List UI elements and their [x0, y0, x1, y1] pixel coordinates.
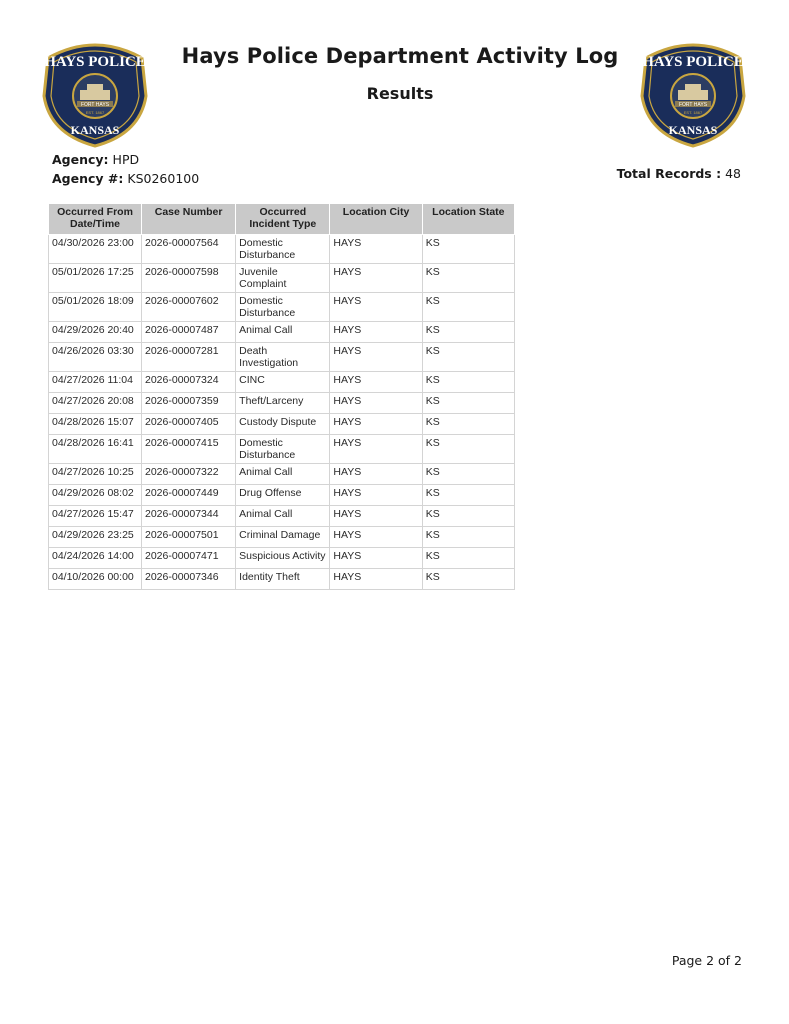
cell-occurred-date: 04/28/2026 15:07	[49, 414, 142, 435]
cell-occurred-date: 04/29/2026 20:40	[49, 322, 142, 343]
cell-case-number: 2026-00007346	[142, 569, 236, 590]
cell-incident-type: Animal Call	[236, 464, 330, 485]
table-row	[49, 343, 515, 372]
cell-case-number: 2026-00007501	[142, 527, 236, 548]
cell-case-number: 2026-00007322	[142, 464, 236, 485]
cell-incident-type: Theft/Larceny	[236, 393, 330, 414]
table-row	[49, 569, 515, 590]
agency-number-line	[52, 169, 199, 188]
cell-location-state: KS	[422, 393, 514, 414]
header-incident-type: Occurred Incident Type	[236, 204, 330, 235]
badge-est-text: EST. 1867	[85, 110, 105, 115]
cell-case-number: 2026-00007487	[142, 322, 236, 343]
cell-location-city: HAYS	[330, 293, 422, 322]
cell-location-city: HAYS	[330, 343, 422, 372]
cell-location-state: KS	[422, 569, 514, 590]
cell-occurred-date: 04/27/2026 11:04	[49, 372, 142, 393]
agency-line	[52, 150, 199, 169]
cell-case-number: 2026-00007359	[142, 393, 236, 414]
table-row	[49, 235, 515, 264]
cell-location-city: HAYS	[330, 569, 422, 590]
cell-case-number: 2026-00007449	[142, 485, 236, 506]
cell-occurred-date: 04/24/2026 14:00	[49, 548, 142, 569]
police-badge-icon	[40, 38, 150, 148]
agency-number-label: Agency #:	[52, 171, 124, 186]
cell-incident-type: Suspicious Activity	[236, 548, 330, 569]
cell-location-city: HAYS	[330, 464, 422, 485]
badge-bottom-text: KANSAS	[668, 123, 718, 137]
cell-location-city: HAYS	[330, 322, 422, 343]
badge-top-text: HAYS POLICE	[642, 54, 744, 70]
cell-case-number: 2026-00007281	[142, 343, 236, 372]
police-badge-logo-right	[638, 38, 748, 148]
cell-location-city: HAYS	[330, 393, 422, 414]
cell-case-number: 2026-00007344	[142, 506, 236, 527]
cell-incident-type: Animal Call	[236, 322, 330, 343]
badge-middle-text: FORT HAYS	[80, 102, 110, 108]
header-location-city: Location City	[330, 204, 422, 235]
cell-occurred-date: 04/30/2026 23:00	[49, 235, 142, 264]
results-table	[48, 203, 515, 590]
cell-occurred-date: 04/29/2026 23:25	[49, 527, 142, 548]
cell-location-state: KS	[422, 464, 514, 485]
cell-case-number: 2026-00007564	[142, 235, 236, 264]
police-badge-logo	[40, 38, 150, 148]
header-location-state: Location State	[422, 204, 514, 235]
agency-info	[52, 150, 199, 188]
cell-case-number: 2026-00007598	[142, 264, 236, 293]
table-row	[49, 293, 515, 322]
cell-occurred-date: 04/27/2026 10:25	[49, 464, 142, 485]
cell-occurred-date: 05/01/2026 17:25	[49, 264, 142, 293]
agency-value: HPD	[112, 152, 140, 167]
badge-top-text: HAYS POLICE	[44, 54, 146, 70]
cell-location-city: HAYS	[330, 264, 422, 293]
cell-incident-type: Identity Theft	[236, 569, 330, 590]
table-row	[49, 372, 515, 393]
cell-incident-type: CINC	[236, 372, 330, 393]
cell-location-city: HAYS	[330, 485, 422, 506]
cell-location-state: KS	[422, 506, 514, 527]
cell-location-state: KS	[422, 435, 514, 464]
cell-case-number: 2026-00007324	[142, 372, 236, 393]
cell-location-state: KS	[422, 372, 514, 393]
cell-incident-type: Juvenile Complaint	[236, 264, 330, 293]
cell-occurred-date: 04/27/2026 15:47	[49, 506, 142, 527]
cell-location-state: KS	[422, 264, 514, 293]
cell-location-state: KS	[422, 322, 514, 343]
cell-occurred-date: 04/29/2026 08:02	[49, 485, 142, 506]
agency-label: Agency:	[52, 152, 109, 167]
table-row	[49, 393, 515, 414]
cell-location-city: HAYS	[330, 414, 422, 435]
table-row	[49, 506, 515, 527]
cell-location-state: KS	[422, 527, 514, 548]
cell-location-state: KS	[422, 293, 514, 322]
total-records-label: Total Records :	[616, 166, 722, 181]
police-badge-icon	[638, 38, 748, 148]
cell-location-state: KS	[422, 414, 514, 435]
cell-incident-type: Domestic Disturbance	[236, 435, 330, 464]
page-title: Hays Police Department Activity Log	[181, 44, 619, 68]
agency-number-value: KS0260100	[127, 171, 200, 186]
cell-incident-type: Criminal Damage	[236, 527, 330, 548]
cell-location-state: KS	[422, 343, 514, 372]
page-subtitle: Results	[366, 84, 434, 103]
badge-middle-text: FORT HAYS	[678, 102, 708, 108]
table-header-row	[49, 204, 515, 235]
table-row	[49, 485, 515, 506]
cell-location-state: KS	[422, 485, 514, 506]
cell-location-city: HAYS	[330, 548, 422, 569]
cell-location-state: KS	[422, 235, 514, 264]
cell-occurred-date: 04/27/2026 20:08	[49, 393, 142, 414]
cell-occurred-date: 05/01/2026 18:09	[49, 293, 142, 322]
cell-incident-type: Custody Dispute	[236, 414, 330, 435]
header-case-number: Case Number	[142, 204, 236, 235]
badge-bottom-text: KANSAS	[70, 123, 120, 137]
cell-location-city: HAYS	[330, 372, 422, 393]
cell-incident-type: Drug Offense	[236, 485, 330, 506]
cell-case-number: 2026-00007602	[142, 293, 236, 322]
badge-est-text: EST. 1867	[683, 110, 703, 115]
cell-location-city: HAYS	[330, 506, 422, 527]
cell-incident-type: Animal Call	[236, 506, 330, 527]
cell-location-city: HAYS	[330, 435, 422, 464]
total-records-value: 48	[725, 166, 741, 181]
table-body	[49, 235, 515, 590]
cell-occurred-date: 04/26/2026 03:30	[49, 343, 142, 372]
table-row	[49, 464, 515, 485]
table-row	[49, 264, 515, 293]
table-row	[49, 435, 515, 464]
page-number: Page 2 of 2	[671, 953, 742, 968]
total-records	[617, 166, 741, 181]
cell-incident-type: Domestic Disturbance	[236, 293, 330, 322]
cell-case-number: 2026-00007405	[142, 414, 236, 435]
cell-case-number: 2026-00007471	[142, 548, 236, 569]
cell-location-city: HAYS	[330, 527, 422, 548]
cell-incident-type: Domestic Disturbance	[236, 235, 330, 264]
cell-location-state: KS	[422, 548, 514, 569]
table-row	[49, 548, 515, 569]
cell-case-number: 2026-00007415	[142, 435, 236, 464]
table-row	[49, 414, 515, 435]
cell-location-city: HAYS	[330, 235, 422, 264]
cell-occurred-date: 04/10/2026 00:00	[49, 569, 142, 590]
cell-incident-type: Death Investigation	[236, 343, 330, 372]
table-row	[49, 527, 515, 548]
header-occurred-date: Occurred From Date/Time	[49, 204, 142, 235]
table-row	[49, 322, 515, 343]
cell-occurred-date: 04/28/2026 16:41	[49, 435, 142, 464]
